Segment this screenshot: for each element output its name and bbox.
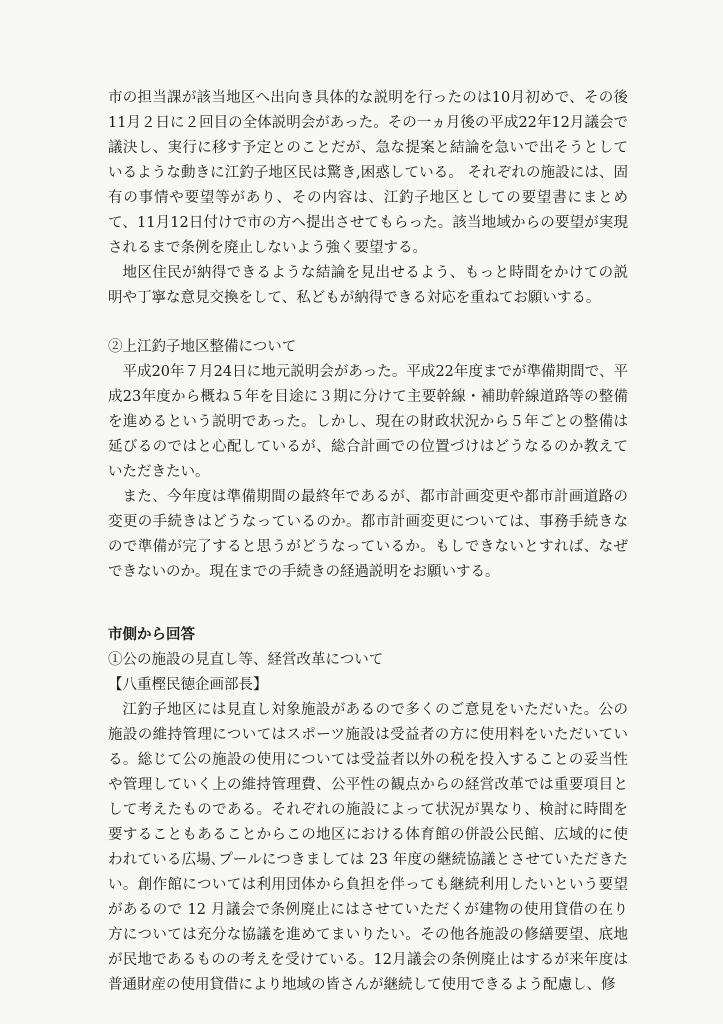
speaker-label: 【八重樫民徳企画部長】	[108, 677, 268, 693]
section1-paragraph-1: 市の担当課が該当地区へ出向き具体的な説明を行ったのは10月初めで、その後11月２日に２回目の全体説明会があった。その一ヵ月後の平成22年12月議会で議決し、実行に移す予定とのことだが、急な提案と結論を急いで出そうとしているような動きに江釣子地区民は驚き,困惑している。 それぞれの施設には、固有の事情や要望等があり、その内容は、江釣子地区としての要望書にまとめて、11月12日付けで市の方へ提出させてもらった。該当地域からの要望が実現されるまで条例を廃止しないよう強く要望する。	[108, 90, 628, 256]
spacer	[108, 585, 628, 609]
item2-title: ②上江釣子地区整備について	[108, 339, 297, 355]
item2-paragraph-1: 平成20年７月24日に地元説明会があった。平成22年度までが準備期間で、平成23年度から概ね５年を目途に３期に分けて主要幹線・補助幹線道路等の整備を進めるという説明であった。しかし、現在の財政状況から５年ごとの整備は延びるのではと心配しているが、総合計画での位置づけはどうなるのか教えていただきたい。	[108, 364, 628, 480]
item2-paragraph-2: また、今年度は準備期間の最終年であるが、都市計画変更や都市計画道路の変更の手続きはどうなっているのか。都市計画変更については、事務手続きなので準備が完了すると思うがどうなっているか。もしできないとすれば、なぜできないのか。現在までの手続きの経過説明をお願いする。	[108, 489, 628, 580]
spacer	[108, 311, 628, 335]
answer-paragraph: 江釣子地区には見直し対象施設があるので多くのご意見をいただいた。公の施設の維持管理についてはスポーツ施設は受益者の方に使用料をいただいている。総じて公の施設の使用については受益者以外の税を投入することの妥当性や管理していく上の維持管理費、公平性の観点からの経営改革では重要項目として考えたものである。それぞれの施設によって状況が異なり、検討に時間を要することもあることからこの地区における体育館の併設公民館、広域的に使われている広場､プールにつきましては 23 年度の継続協議とさせていただきたい。創作館については利用団体から負担を伴っても継続利用したいという要望があるので 12 月議会で条例廃止にはさせていただくが建物の使用貸借の在り方については充分な協議を進めてまいりたい。その他各施設の修繕要望、底地が民地であるものの考えを受けている。12月議会の条例廃止はするが来年度は普通財産の使用貸借により地域の皆さんが継続して使用できるよう配慮し、修	[108, 702, 628, 993]
section1-paragraph-2: 地区住民が納得できるような結論を見出せるよう、もっと時間をかけての説明や丁寧な意見交換をして、私どもが納得できる対応を重ねてお願いする。	[108, 265, 628, 306]
answer-heading: 市側から回答	[108, 627, 195, 643]
answer-item-title: ①公の施設の見直し等、経営改革について	[108, 652, 384, 668]
document-body	[108, 86, 628, 998]
